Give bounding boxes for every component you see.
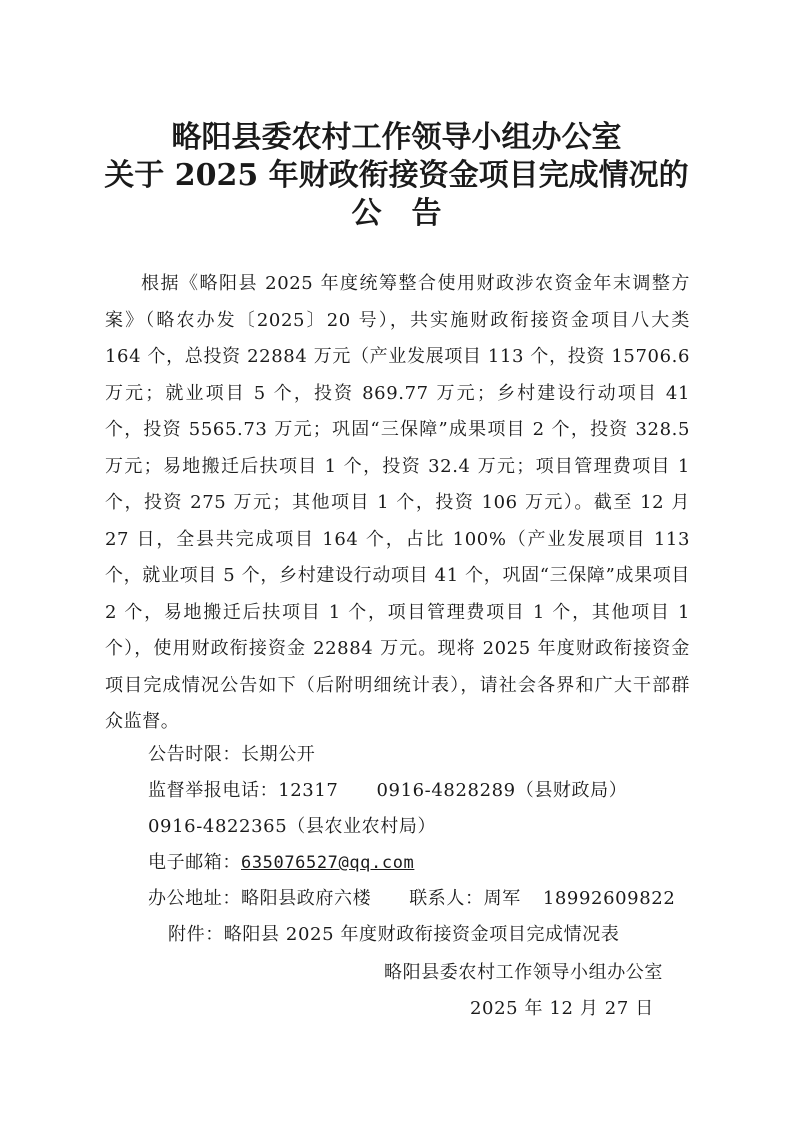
email-label: 电子邮箱： (148, 852, 241, 873)
email-line (148, 848, 414, 878)
title-line-2: 关于 2025 年财政衔接资金项目完成情况的 (104, 158, 689, 193)
hotline-line (148, 776, 627, 806)
attachment-note: 附件：略阳县 2025 年度财政衔接资金项目完成情况表 (168, 924, 620, 945)
hotline-phone-agriculture: 0916-4822365（县农业农村局） (148, 816, 437, 837)
notice-period: 公告时限：长期公开 (148, 744, 316, 765)
body-paragraph: 根据《略阳县 2025 年度统筹整合使用财政涉农资金年末调整方案》（略农办发〔2025〕20 号），共实施财政衔接资金项目八大类 164 个，总投资 22884 万元（产业发展项目 113 个，投资 15706.6 万元；就业项目 5 个，投资 869.77 万元；乡村建设行动项目 41 个，投资 5565.73 万元；巩固“三保障”成果项目 2 个，投资 328.5 万元；易地搬迁后扶项目 1 个，投资 32.4 万元；项目管理费项目 1 个，投资 275 万元；其他项目 1 个，投资 106 万元）。截至 12 月 27 日，全县共完成项目 164 个，占比 100%（产业发展项目 113 个，就业项目 5 个，乡村建设行动项目 41 个，巩固“三保障”成果项目 2 个，易地搬迁后扶项目 1 个，项目管理费项目 1 个，其他项目 1 个），使用财政衔接资金 22884 万元。现将 2025 年度财政衔接资金项目完成情况公告如下（后附明细统计表），请社会各界和广大干部群众监督。 (105, 273, 690, 732)
address-line (148, 884, 675, 914)
hotline-phone-finance: 0916-4828289（县财政局） (376, 780, 628, 801)
contact-phone: 18992609822 (542, 888, 676, 909)
issue-date: 2025 年 12 月 27 日 (470, 998, 654, 1019)
office-address: 办公地址：略阳县政府六楼 (148, 888, 372, 909)
email-link[interactable]: 635076527@qq.com (241, 853, 415, 873)
title-line-3: 公告 (351, 196, 472, 231)
title-line-1: 略阳县委农村工作领导小组办公室 (171, 120, 622, 155)
signature: 略阳县委农村工作领导小组办公室 (384, 962, 663, 983)
hotline-label: 监督举报电话：12317 (148, 780, 339, 801)
contact-person: 联系人：周军 (409, 888, 521, 909)
